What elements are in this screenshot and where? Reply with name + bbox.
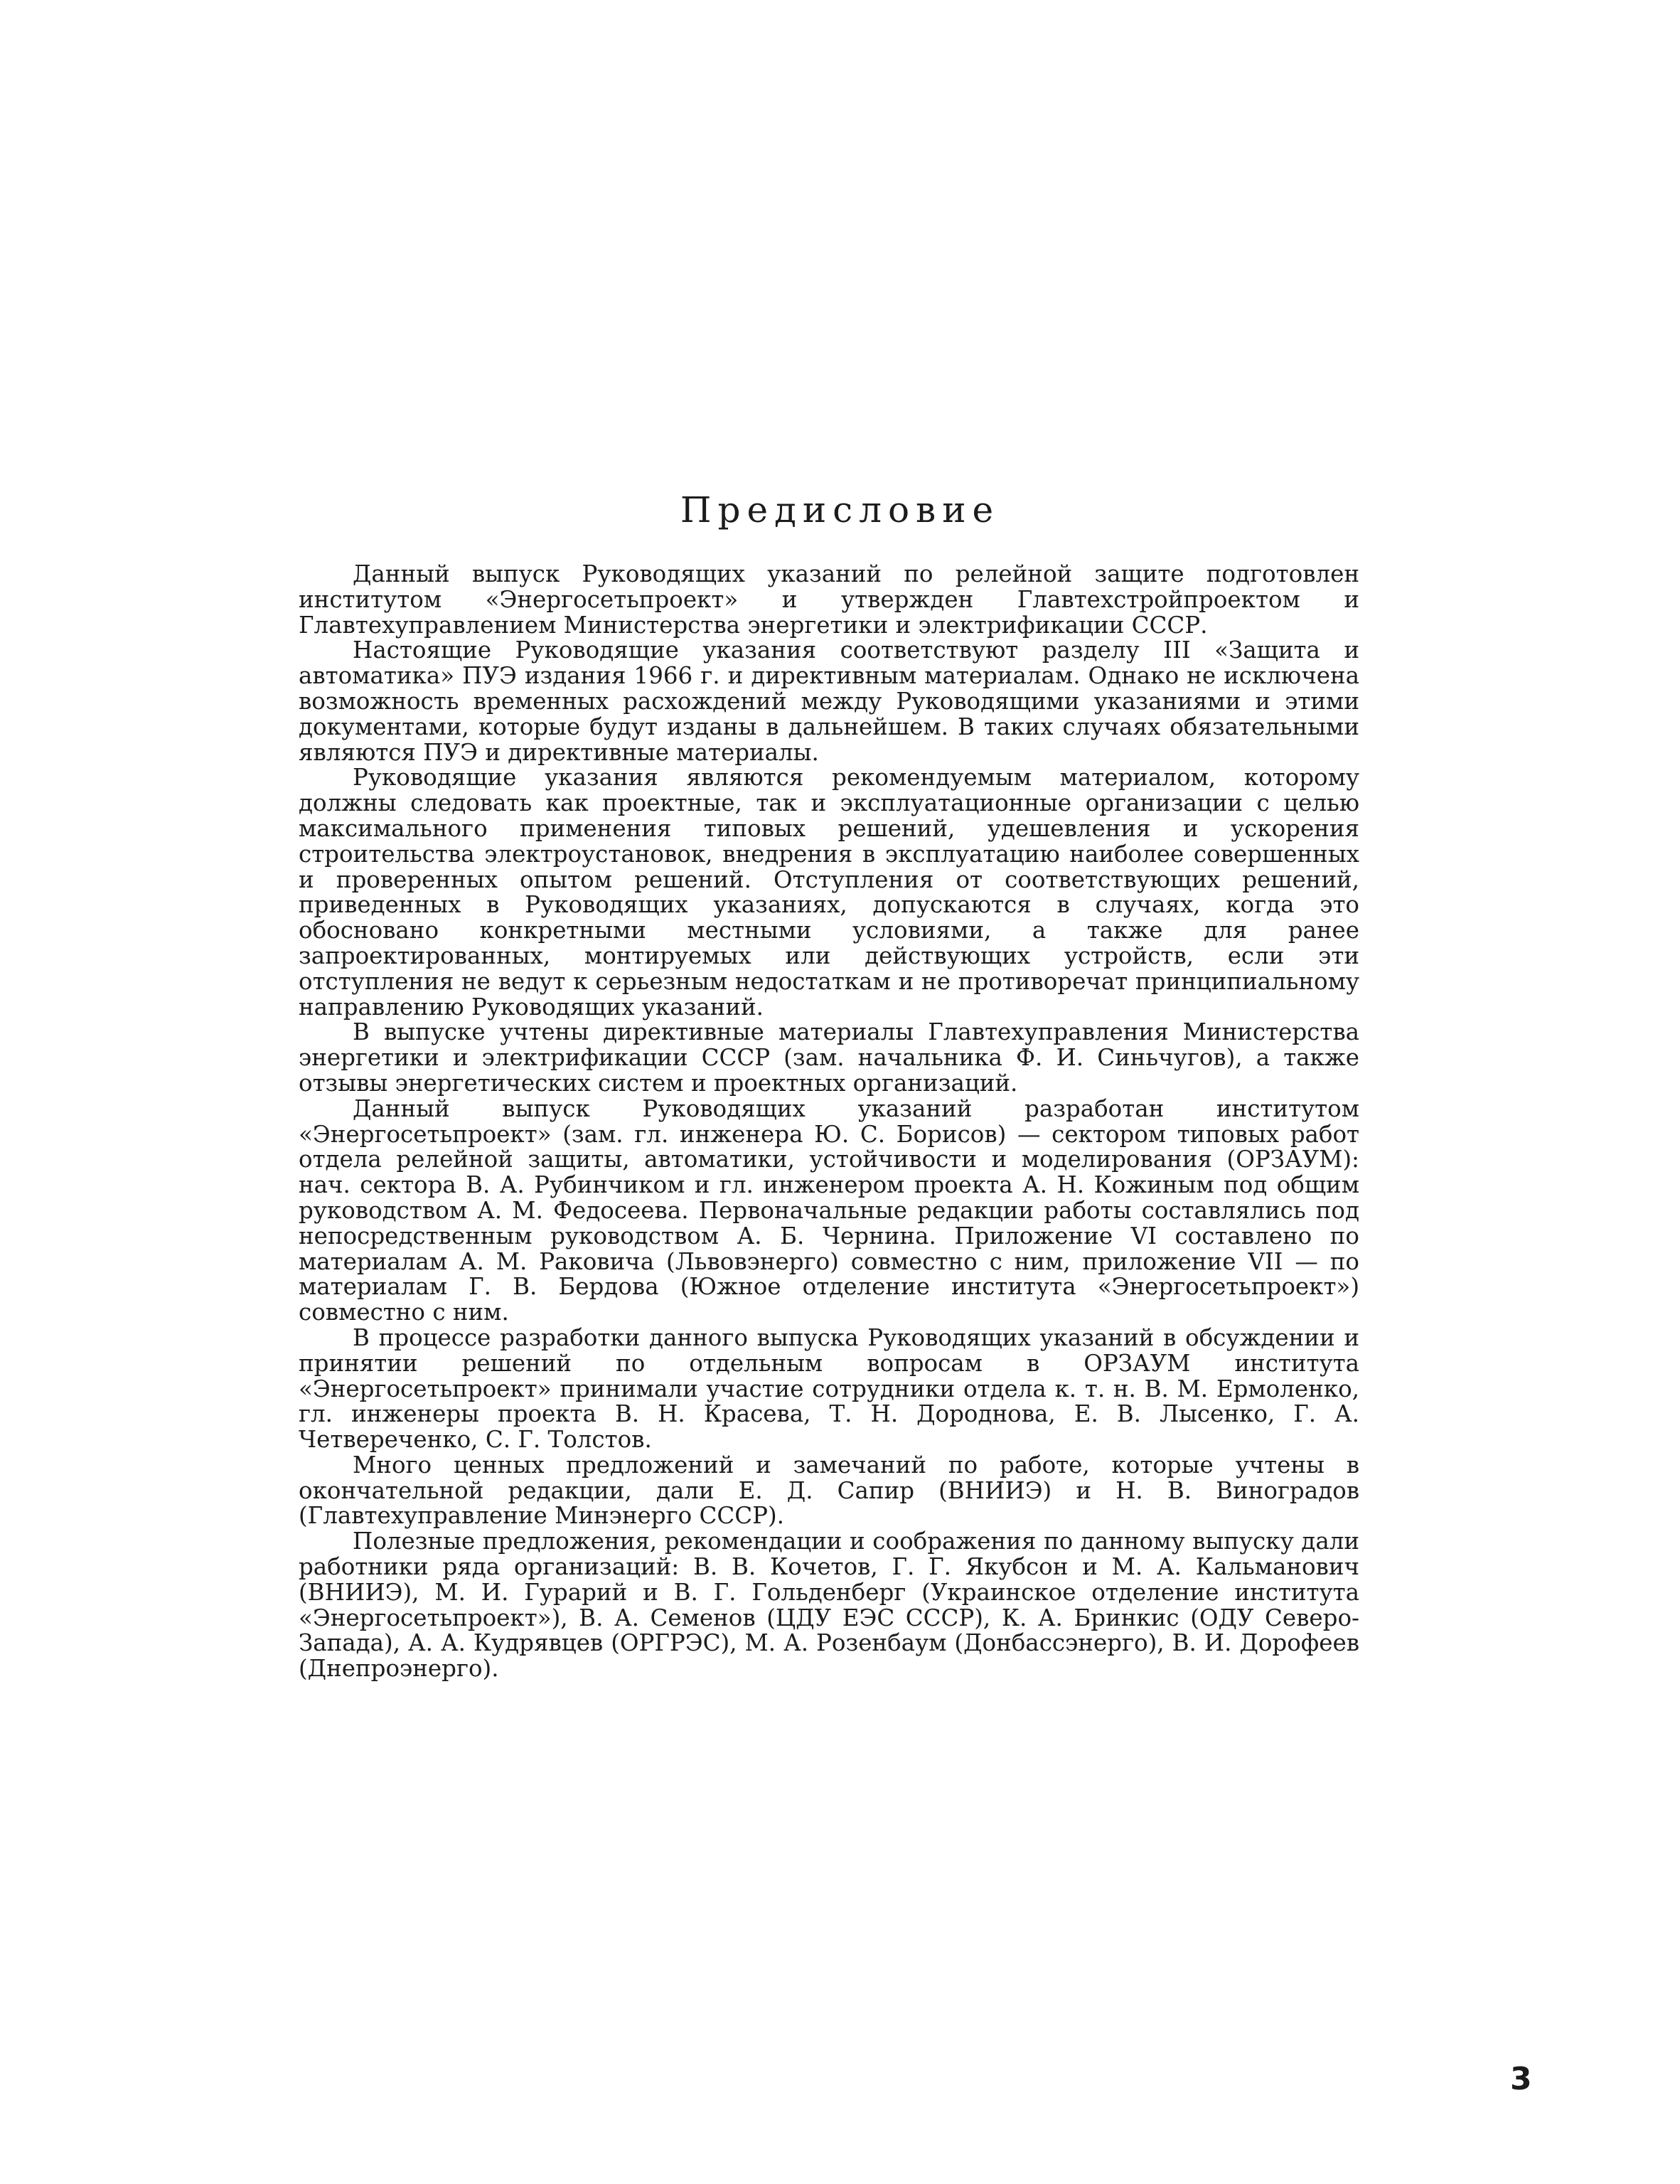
paragraph: Руководящие указания являются рекомендуемым материалом, которому должны следовать как проектные, так и эксплуатационные организации с целью максимального применения типовых решений, удешевления и ускорения строительства электроустановок, внедрения в эксплуатацию наиболее совершенных и проверенных опытом решений. Отступления от соответствующих решений, приведенных в Руководящих указаниях, допускаются в случаях, когда это обосновано конкретными местными условиями, а также для ранее запроектированных, монтируемых или действующих устройств, если эти отступления не ведут к серьезным недостаткам и не противоречат принципиальному направлению Руководящих указаний. — [299, 764, 1359, 1021]
paragraph: Данный выпуск Руководящих указаний разработан институтом «Энергосетьпроект» (зам. гл. инженера Ю. С. Борисов) — сектором типовых работ отдела релейной защиты, автоматики, устойчивости и моделирования (ОРЗАУМ): нач. сектора В. А. Рубинчиком и гл. инженером проекта А. Н. Кожиным под общим руководством А. М. Федосеева. Первоначальные редакции работы составлялись под непосредственным руководством А. Б. Чернина. Приложение VI составлено по материалам А. М. Раковича (Львовэнерго) совместно с ним, приложение VII — по материалам Г. В. Бердова (Южное отделение института «Энергосетьпроект») совместно с ним. — [299, 1094, 1359, 1326]
paragraph: Много ценных предложений и замечаний по работе, которые учтены в окончательной редакции, дали Е. Д. Сапир (ВНИИЭ) и Н. В. Виноградов (Главтехуправление Минэнерго СССР). — [299, 1451, 1359, 1530]
preface-body — [299, 562, 1359, 1682]
page-title: Предисловие — [680, 489, 1000, 531]
paragraph: В выпуске учтены директивные материалы Главтехуправления Министерства энергетики и электрификации СССР (зам. начальника Ф. И. Синьчугов), а также отзывы энергетических систем и проектных организаций. — [299, 1018, 1359, 1097]
paragraph: Настоящие Руководящие указания соответствуют разделу III «Защита и автоматика» ПУЭ издания 1966 г. и директивным материалам. Однако не исключена возможность временных расхождений между Руководящими указаниями и этими документами, которые будут изданы в дальнейшем. В таких случаях обязательными являются ПУЭ и директивные материалы. — [299, 636, 1359, 766]
paragraph: Полезные предложения, рекомендации и соображения по данному выпуску дали работники ряда организаций: В. В. Кочетов, Г. Г. Якубсон и М. А. Кальманович (ВНИИЭ), М. И. Гурарий и В. Г. Гольденберг (Украинское отделение института «Энергосетьпроект»), В. А. Семенов (ЦДУ ЕЭС СССР), К. А. Бринкис (ОДУ Северо-Запада), А. А. Кудрявцев (ОРГРЭС), М. А. Розенбаум (Донбассэнерго), В. И. Дорофеев (Днепроэнерго). — [299, 1528, 1359, 1683]
paragraph: Данный выпуск Руководящих указаний по релейной защите подготовлен институтом «Энергосетьпроект» и утвержден Главтехстройпроектом и Главтехуправлением Министерства энергетики и электрификации СССР. — [299, 560, 1359, 639]
page-number: 3 — [1510, 2061, 1532, 2097]
paragraph: В процессе разработки данного выпуска Руководящих указаний в обсуждении и принятии решений по отдельным вопросам в ОРЗАУМ института «Энергосетьпроект» принимали участие сотрудники отдела к. т. н. В. М. Ермоленко, гл. инженеры проекта В. Н. Красева, Т. Н. Дороднова, Е. В. Лысенко, Г. А. Четвереченко, С. Г. Толстов. — [299, 1323, 1359, 1454]
